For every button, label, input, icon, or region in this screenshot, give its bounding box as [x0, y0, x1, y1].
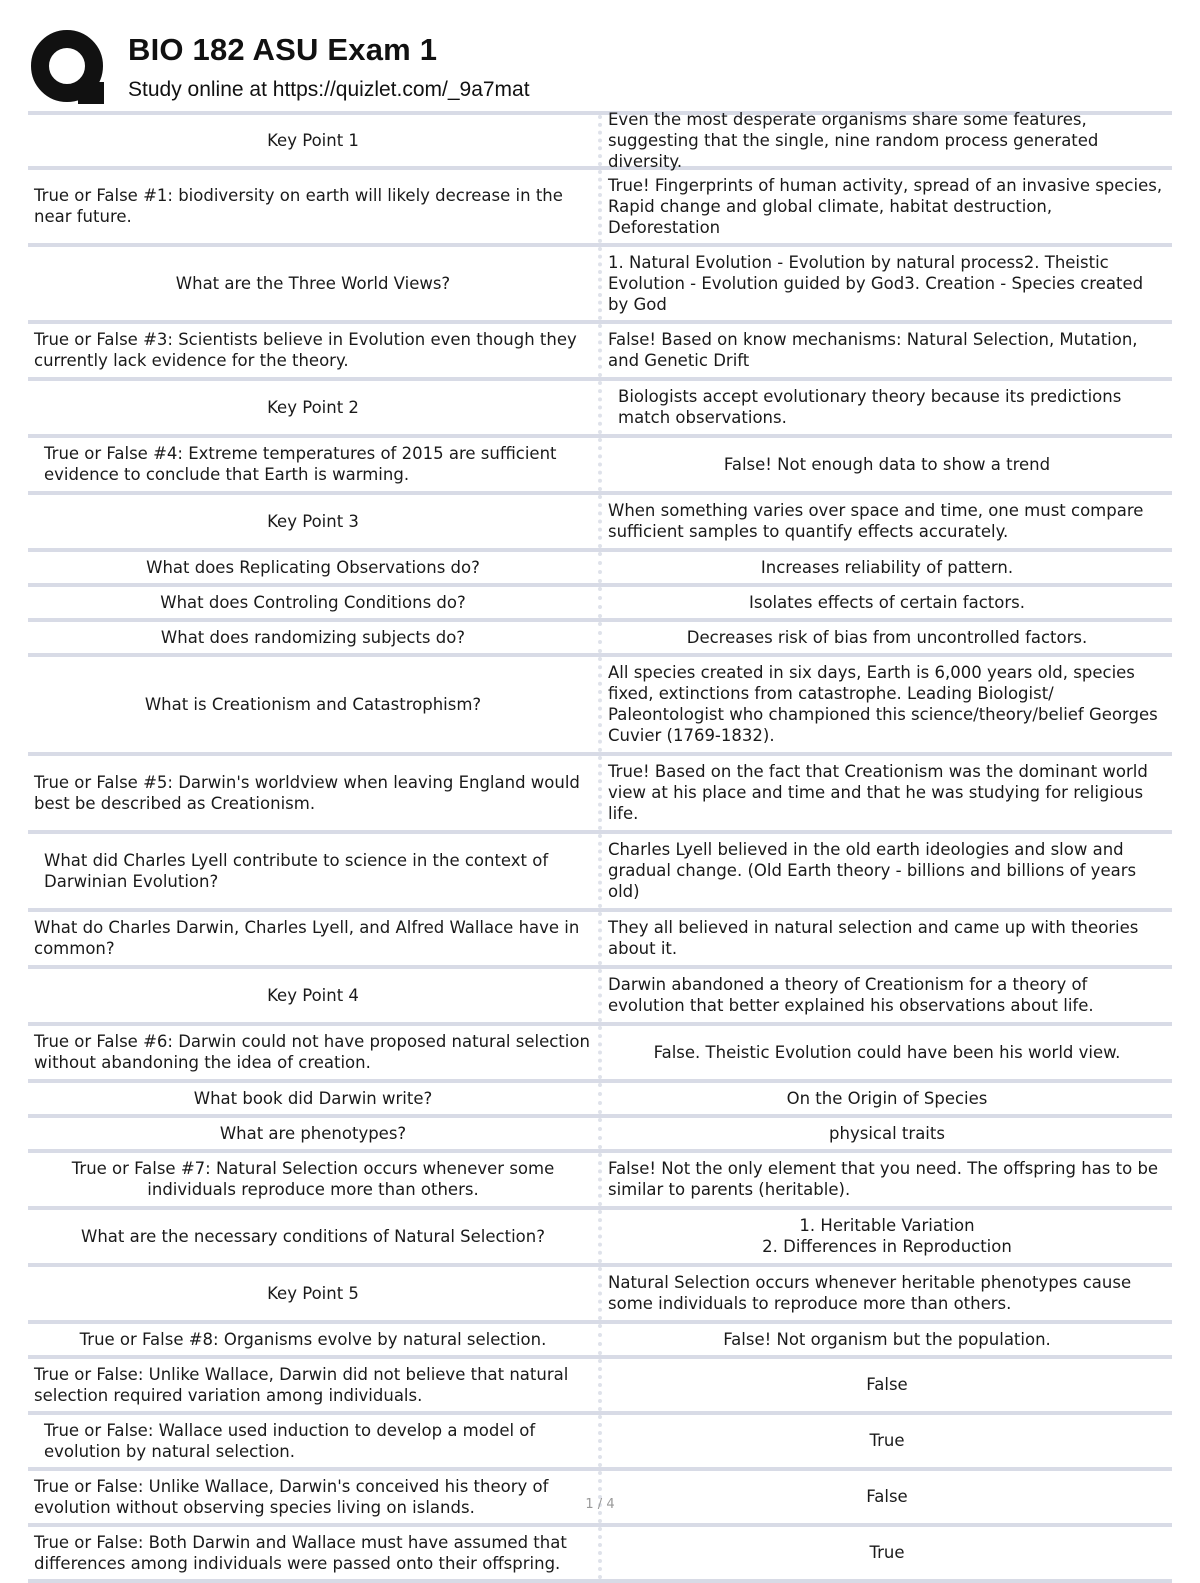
- card-row: [28, 109, 1172, 171]
- card-row: [28, 1079, 1172, 1114]
- card-definition: False: [598, 1471, 1172, 1523]
- card-term: Key Point 5: [267, 1283, 359, 1303]
- condition-line-1: 1. Heritable Variation: [799, 1216, 975, 1235]
- quizlet-logo-icon: [30, 30, 106, 106]
- card-definition: False: [598, 1359, 1172, 1411]
- card-term: Key Point 1: [267, 130, 359, 150]
- card-row: [28, 1206, 1172, 1263]
- card-definition: Charles Lyell believed in the old earth ideologies and slow and gradual change. (Old Earth theory - billions and billions of years old): [598, 834, 1172, 908]
- card-definition: When something varies over space and time, one must compare sufficient samples to quantify effects accurately.: [598, 495, 1172, 548]
- card-term: True or False #8: Organisms evolve by natural selection.: [79, 1329, 547, 1349]
- card-term: True or False #3: Scientists believe in Evolution even though they currently lack evidence for the theory.: [34, 330, 577, 370]
- card-row: [28, 830, 1172, 908]
- card-row: [28, 166, 1172, 243]
- card-row: [28, 1114, 1172, 1149]
- card-term: True or False: Both Darwin and Wallace must have assumed that differences among individuals were passed onto their offspring.: [34, 1532, 567, 1573]
- card-definition: True! Based on the fact that Creationism was the dominant world view at his place and time and that he was studying for religious life.: [598, 756, 1172, 830]
- card-row: [28, 1263, 1172, 1320]
- card-definition: True: [598, 1527, 1172, 1579]
- card-term: What are the necessary conditions of Natural Selection?: [81, 1226, 545, 1246]
- card-row: [28, 1149, 1172, 1206]
- card-term: True or False: Wallace used induction to develop a model of evolution by natural selection.: [44, 1420, 536, 1461]
- card-row: [28, 1355, 1172, 1411]
- card-row: [28, 908, 1172, 965]
- card-definition: Biologists accept evolutionary theory because its predictions match observations.: [598, 381, 1172, 434]
- card-definition: 1. Natural Evolution - Evolution by natural process2. Theistic Evolution - Evolution guided by God3. Creation - Species created by God: [598, 247, 1172, 320]
- card-definition: False. Theistic Evolution could have been his world view.: [598, 1026, 1172, 1079]
- card-definition: False! Based on know mechanisms: Natural Selection, Mutation, and Genetic Drift: [598, 324, 1172, 377]
- card-row: [28, 243, 1172, 320]
- card-term: True or False: Unlike Wallace, Darwin did not believe that natural selection required variation among individuals.: [34, 1364, 569, 1405]
- card-term: What did Charles Lyell contribute to science in the context of Darwinian Evolution?: [44, 850, 549, 891]
- card-term: What does Controling Conditions do?: [160, 592, 466, 612]
- card-row: [28, 583, 1172, 618]
- card-definition: physical traits: [598, 1118, 1172, 1149]
- card-definition: True: [598, 1415, 1172, 1467]
- condition-line-2: 2. Differences in Reproduction: [762, 1237, 1012, 1256]
- card-row: [28, 434, 1172, 491]
- card-term: True or False #4: Extreme temperatures of 2015 are sufficient evidence to conclude that Earth is warming.: [44, 444, 557, 484]
- card-term: True or False #7: Natural Selection occurs whenever some individuals reproduce more than others.: [71, 1159, 555, 1199]
- card-term: What does Replicating Observations do?: [146, 557, 480, 577]
- card-row: [28, 548, 1172, 583]
- card-term: Key Point 4: [267, 985, 359, 1005]
- card-row: [28, 653, 1172, 752]
- card-row: [28, 320, 1172, 377]
- card-row: [28, 752, 1172, 830]
- card-row: [28, 1467, 1172, 1523]
- card-definition: Isolates effects of certain factors.: [598, 587, 1172, 618]
- card-definition: All species created in six days, Earth is 6,000 years old, species fixed, extinctions from catastrophe. Leading Biologist/ Paleontologist who championed this science/theory/belief Georges Cuvier (1769-1832).: [598, 657, 1172, 752]
- card-definition: Natural Selection occurs whenever heritable phenotypes cause some individuals to reproduce more than others.: [598, 1267, 1172, 1320]
- card-term: What do Charles Darwin, Charles Lyell, and Alfred Wallace have in common?: [34, 918, 580, 958]
- card-row: [28, 377, 1172, 434]
- card-row: [28, 618, 1172, 653]
- card-definition: Increases reliability of pattern.: [598, 552, 1172, 583]
- card-term: What book did Darwin write?: [193, 1088, 433, 1108]
- card-definition: Darwin abandoned a theory of Creationism for a theory of evolution that better explained his observations about life.: [598, 969, 1172, 1022]
- card-row: [28, 491, 1172, 548]
- card-term: True or False: Unlike Wallace, Darwin's conceived his theory of evolution without observing species living on islands.: [34, 1476, 549, 1517]
- page-number: 1 / 4: [585, 1497, 615, 1512]
- card-term: True or False #5: Darwin's worldview when leaving England would best be described as Creationism.: [34, 772, 580, 813]
- page-subtitle: Study online at https://quizlet.com/_9a7mat: [128, 78, 530, 101]
- card-row: [28, 1411, 1172, 1467]
- card-definition: On the Origin of Species: [598, 1083, 1172, 1114]
- card-definition: True! Fingerprints of human activity, spread of an invasive species, Rapid change and global climate, habitat destruction, Deforestation: [598, 170, 1172, 243]
- card-definition: False! Not enough data to show a trend: [598, 438, 1172, 491]
- card-term: What are phenotypes?: [219, 1123, 407, 1143]
- card-definition: They all believed in natural selection and came up with theories about it.: [598, 912, 1172, 965]
- card-row: [28, 1022, 1172, 1079]
- card-definition: [598, 1210, 1172, 1263]
- card-term: Key Point 3: [267, 511, 359, 531]
- card-term: What does randomizing subjects do?: [160, 627, 466, 647]
- card-term: What are the Three World Views?: [175, 273, 451, 293]
- page-title: BIO 182 ASU Exam 1: [128, 32, 438, 67]
- card-definition: Even the most desperate organisms share some features, suggesting that the single, nine random process generated diversity.: [598, 115, 1172, 166]
- card-term: True or False #1: biodiversity on earth will likely decrease in the near future.: [34, 186, 563, 226]
- card-definition: False! Not organism but the population.: [598, 1324, 1172, 1355]
- card-row: [28, 1320, 1172, 1355]
- card-term: True or False #6: Darwin could not have proposed natural selection without abandoning the idea of creation.: [34, 1032, 590, 1072]
- card-row: [28, 965, 1172, 1022]
- card-row: [28, 1523, 1172, 1583]
- card-term: Key Point 2: [267, 397, 359, 417]
- card-definition: False! Not the only element that you need. The offspring has to be similar to parents (heritable).: [598, 1153, 1172, 1206]
- card-definition: Decreases risk of bias from uncontrolled factors.: [598, 622, 1172, 653]
- flashcard-table: [28, 111, 1172, 1583]
- card-term: What is Creationism and Catastrophism?: [144, 694, 482, 714]
- header: [30, 28, 1170, 108]
